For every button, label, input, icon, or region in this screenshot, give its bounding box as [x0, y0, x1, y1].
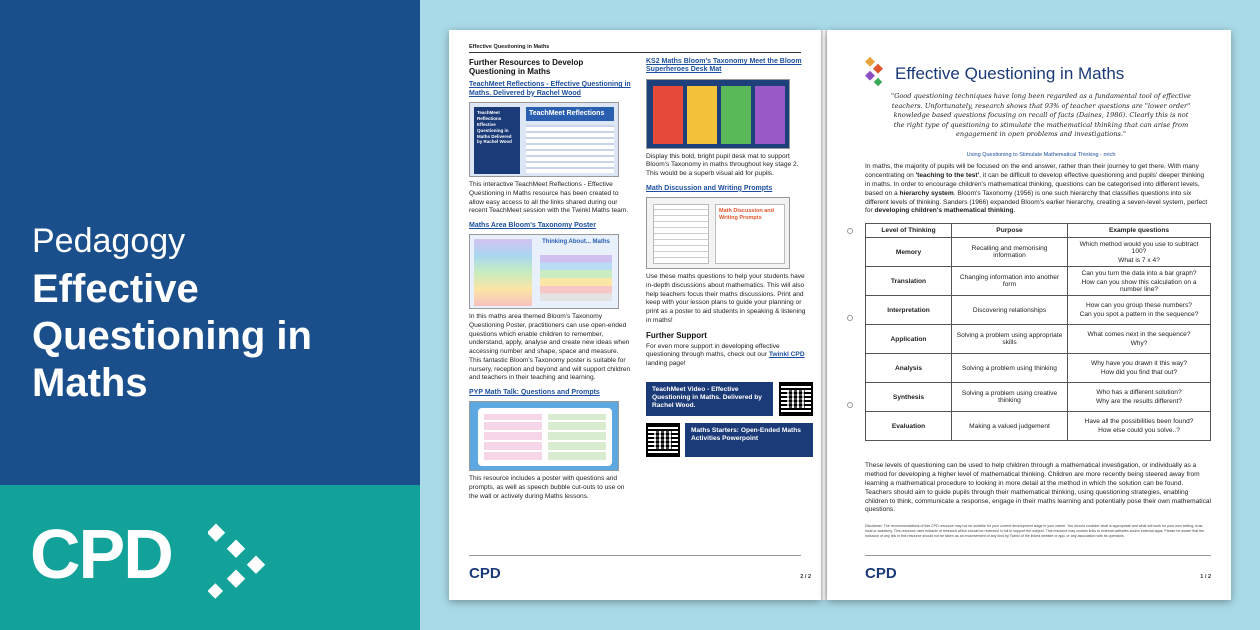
resource-link-teachmeet[interactable]: TeachMeet Reflections - Effective Questioning in Maths. Delivered by Rachel Wood [469, 81, 631, 97]
chevron-arrows-icon [208, 520, 278, 600]
table-row [866, 296, 1211, 325]
thumb-hero-3 [721, 86, 751, 144]
intro-emphasis: 'teaching to the test' [915, 171, 980, 179]
resource-link-blooms-poster[interactable]: Maths Area Bloom's Taxonomy Poster [469, 221, 596, 229]
footer-divider [865, 555, 1211, 556]
intro-emphasis: developing children's mathematical thinking [874, 207, 1014, 215]
thumb-hero-4 [755, 86, 785, 144]
blooms-poster-description: In this maths area themed Bloom's Taxonomy Questioning Poster, practitioners can use open-ended questions which enable children to remember, understand, apply, analyse and create new ideas when accessing number and shape, space and measure. This fantastic Bloom's Taxonomy poster is suitable for nursery, reception and beyond and will support children and teachers in their teaching and learning. [469, 313, 631, 382]
purpose-cell: Making a valued judgement [952, 412, 1068, 441]
example-question: Why are the results different? [1095, 398, 1182, 405]
resource-link-superheroes-mat[interactable]: KS2 Maths Bloom's Taxonomy Meet the Bloom Superheroes Desk Mat [646, 58, 802, 74]
example-questions-cell [1068, 267, 1211, 296]
level-cell: Application [866, 325, 952, 354]
questioning-levels-table [865, 223, 1211, 441]
purpose-cell: Solving a problem using appropriate skills [952, 325, 1068, 354]
example-questions-cell [1068, 238, 1211, 267]
cpd-logo: CPD [30, 515, 172, 593]
example-question: Why? [1130, 340, 1148, 347]
support-tail: landing page! [646, 360, 686, 368]
example-questions-cell [1068, 325, 1211, 354]
intro-emphasis: hierarchy system [899, 189, 954, 197]
example-question: How else could you solve..? [1098, 427, 1180, 434]
superheroes-mat-thumbnail[interactable] [646, 79, 790, 149]
blooms-poster-thumbnail[interactable] [469, 234, 619, 309]
thumb-cover-text: TeachMeet Reflections Effective Questioning in Maths Delivered by Rachel Wood [474, 107, 520, 174]
pyp-math-talk-description: This resource includes a poster with questions and prompts, as well as speech bubble cut-outs to use on the wall or actively during Maths lessons. [469, 475, 625, 500]
table-row [866, 238, 1211, 267]
level-cell: Evaluation [866, 412, 952, 441]
column-header: Level of Thinking [866, 224, 952, 238]
thumb-poster-bands [540, 255, 612, 301]
discussion-prompts-description: Use these maths questions to help your students have in-depth discussions about mathematics. This will also help teachers focus their maths discussions. Print and keep with your lesson plans to guide your planning or print as a poster to aid students in speaking & listening in maths! [646, 273, 806, 324]
purpose-cell: Changing information into another form [952, 267, 1068, 296]
thumb-hero-2 [687, 86, 717, 144]
example-question: What comes next in the sequence? [1087, 331, 1191, 338]
table-row [866, 412, 1211, 441]
example-question: How can you group these numbers? [1086, 302, 1192, 309]
footer-cpd-logo: CPD [865, 565, 897, 582]
example-question: What is 7 x 4? [1118, 256, 1160, 264]
page-header: Effective Questioning in Maths [469, 44, 550, 50]
table-row [866, 354, 1211, 383]
thumb-banner: TeachMeet Reflections [526, 107, 614, 121]
purpose-cell: Recalling and memorising information [952, 238, 1068, 267]
pyp-math-talk-thumbnail[interactable] [469, 401, 619, 471]
thumb-poster-left [474, 239, 532, 306]
teachmeet-video-button[interactable]: TeachMeet Video - Effective Questioning in Maths. Delivered by Rachel Wood. [646, 382, 773, 416]
thumb-poster-title: Thinking About... Maths [542, 239, 610, 246]
intro-text: . Bloom's Taxonomy (1956) is one such hierarchy that classifies questions into six different levels of thinking. Sanders (1966) expanded Bloom's earlier hierarchy, creating a seven-level system, perfect for [865, 189, 1208, 215]
quote-citation-link[interactable]: Using Questioning to Stimulate Mathematical Thinking - nrich [966, 152, 1116, 158]
purpose-cell: Solving a problem using thinking [952, 354, 1068, 383]
support-body: For even more support in developing effective questioning through maths, check out our [646, 342, 780, 359]
thumb-hero-1 [653, 86, 683, 144]
opening-quote: "Good questioning techniques have long been regarded as a fundamental tool of effective teachers. Unfortunately, research shows that 93% of teacher questions are "lower order" knowledge based questions focusing on recall of facts (Daines, 1986). Clearly this is not the right type of questioning to stimulate the mathematical thinking that can arise from engagement in open problems and investigations." [891, 92, 1191, 139]
resources-heading: Further Resources to Develop Questioning in Maths [469, 58, 584, 77]
maths-starters-button[interactable]: Maths Starters: Open-Ended Maths Activities Powerpoint [685, 423, 813, 457]
punch-hole [847, 402, 853, 408]
level-cell: Translation [866, 267, 952, 296]
purpose-cell: Discovering relationships [952, 296, 1068, 325]
twinkl-cpd-link[interactable]: Twinkl CPD [768, 351, 805, 359]
teachmeet-description: This interactive TeachMeet Reflections - Effective Questioning in Maths resource has been created to allow easy access to all the links shared during our recent TeachMeet session with the Twinkl Maths team. [469, 181, 629, 215]
thumb-prompt-list [548, 414, 606, 460]
intro-text: , it can be difficult to develop effective questioning and pupils' deeper thinking in maths. In order to encourage children's mathematical thinking, questions can be categorised into different levels, based on a [865, 171, 1205, 197]
resource-link-discussion-prompts[interactable]: Math Discussion and Writing Prompts [646, 184, 773, 192]
outro-paragraph: These levels of questioning can be used to help children through a mathematical investigation, or individually as a method for developing a higher level of mathematical thinking. Children are more recently being steered away from learning a mathematical procedure to looking in more detail at the method in which the solution can be found. Teachers should aim to guide pupils through their mathematical thinking, using questioning strategies, enabling children to think, communicate a response, engage in their maths learning and potentially pose their own mathematical questions. [865, 462, 1212, 514]
example-question: How did you find that out? [1100, 369, 1178, 376]
punch-hole [847, 228, 853, 234]
example-questions-cell [1068, 383, 1211, 412]
example-question: Can you turn the data into a bar graph? [1081, 269, 1197, 277]
level-cell: Analysis [866, 354, 952, 383]
example-question: How can you show this calculation on a number line? [1081, 278, 1197, 293]
disclaimer-text: Disclaimer: The recommendations of this CPD resource may not be suitable for your current development stage in your career. You should consider what is appropriate and what will work for your own setting, trust, local or academy. This resource uses extracts of research which should be reviewed in full to support the subject. This resource may contain links to external websites and/or external apps. Please be aware that the inclusion of any link in this resource should not be taken as an endorsement of any kind by Twinkl of the linked website or app, or any association with its operators. [865, 524, 1205, 539]
superheroes-mat-description: Display this bold, bright pupil desk mat to support Bloom's Taxonomy in maths throughout key stage 2. This would be a superb visual aid for pupils. [646, 152, 799, 178]
table-row [866, 325, 1211, 354]
example-questions-cell [1068, 296, 1211, 325]
intro-text: In maths, the majority of pupils will be focused on the end answer, rather than their journey to get there. With many concentrating on [865, 163, 1199, 179]
further-support-text [646, 343, 808, 369]
footer-divider [469, 555, 801, 556]
example-question: Which method would you use to subtract 100? [1079, 240, 1199, 255]
thumb-worksheet [653, 204, 709, 264]
thumb-lines [526, 125, 614, 173]
footer-cpd-logo: CPD [469, 565, 501, 582]
document-title: Effective Questioning in Maths [895, 64, 1125, 83]
example-question: Who has a different solution? [1096, 389, 1182, 396]
left-column [469, 58, 631, 501]
header-divider [469, 52, 801, 53]
example-questions-cell [1068, 412, 1211, 441]
qr-code-icon[interactable] [779, 382, 813, 416]
thumb-question-list [484, 414, 542, 460]
table-header-row [866, 224, 1211, 238]
page-number: 1 / 2 [1200, 574, 1211, 580]
intro-text: . [1013, 207, 1016, 215]
level-cell: Interpretation [866, 296, 952, 325]
teachmeet-thumbnail[interactable] [469, 102, 619, 177]
column-header: Example questions [1068, 224, 1211, 238]
page-number: 2 / 2 [800, 574, 811, 580]
example-question: Have all the possibilities been found? [1084, 418, 1194, 425]
intro-paragraph [865, 163, 1211, 216]
purpose-cell: Solving a problem using creative thinking [952, 383, 1068, 412]
example-questions-cell [1068, 354, 1211, 383]
level-cell: Memory [866, 238, 952, 267]
table-row [866, 383, 1211, 412]
column-header: Purpose [952, 224, 1068, 238]
right-column [646, 58, 808, 369]
table-row [866, 267, 1211, 296]
thumb-prompt-title: Math Discussion and Writing Prompts [719, 208, 775, 221]
further-support-heading: Further Support [646, 330, 707, 340]
qr-code-icon[interactable] [646, 423, 680, 457]
discussion-prompts-thumbnail[interactable] [646, 197, 790, 269]
level-cell: Synthesis [866, 383, 952, 412]
example-question: Why have you drawn it this way? [1090, 360, 1188, 367]
punch-hole [847, 315, 853, 321]
document-page-2 [449, 30, 821, 600]
banner-title: Effective Questioning in Maths [32, 267, 312, 406]
twinkl-chevron-logo-icon [865, 56, 889, 88]
example-question: Can you spot a pattern in the sequence? [1079, 311, 1199, 318]
resource-link-pyp-math-talk[interactable]: PYP Math Talk: Questions and Prompts [469, 388, 600, 396]
document-page-1 [827, 30, 1231, 600]
banner-subtitle: Pedagogy [32, 222, 186, 260]
